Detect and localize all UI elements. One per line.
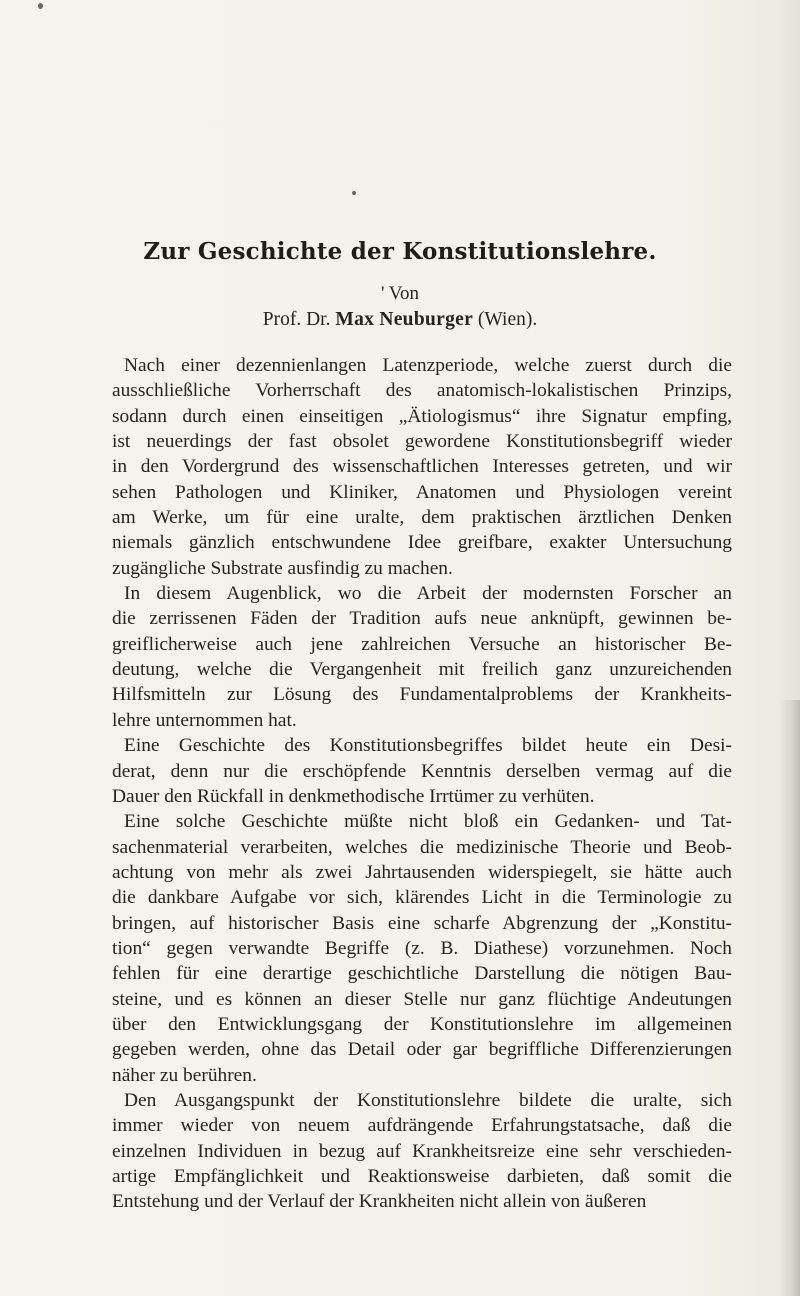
text-line: zugängliche Substrate ausfindig zu machen. (112, 557, 453, 579)
paragraph (112, 353, 732, 581)
text-line: ist neuerdings der fast obsolet gewordene Konstitutionsbegriff wieder (112, 431, 732, 453)
text-line: in den Vordergrund des wissenschaftlichen Interesses getreten, und wir (112, 456, 732, 478)
paragraph (112, 733, 732, 809)
paragraph (112, 1088, 732, 1215)
text-line: sehen Pathologen und Kliniker, Anatomen und Physiologen vereint (112, 481, 732, 503)
text-line: Eine solche Geschichte müßte nicht bloß ein Gedanken- und Tat- (124, 811, 732, 833)
text-line: einzelnen Individuen in bezug auf Krankheitsreize eine sehr verschieden- (112, 1140, 732, 1162)
article-body (112, 353, 732, 1215)
text-line: bringen, auf historischer Basis eine scharfe Abgrenzung der „Konstitu- (112, 912, 732, 934)
text-line: tion“ gegen verwandte Begriffe (z. B. Diathese) vorzunehmen. Noch (112, 937, 732, 959)
scan-speck (352, 191, 356, 195)
text-line: näher zu berühren. (112, 1064, 257, 1086)
text-line: Hilfsmitteln zur Lösung des Fundamentalproblems der Krankheits- (112, 684, 732, 706)
text-line: Nach einer dezennienlangen Latenzperiode, welche zuerst durch die (124, 355, 732, 376)
text-line: Entstehung und der Verlauf der Krankheiten nicht allein von äußeren (112, 1191, 647, 1213)
text-line: immer wieder von neuem aufdrängende Erfahrungstatsache, daß die (112, 1115, 732, 1137)
text-line: steine, und es können an dieser Stelle nur ganz flüchtige Andeutungen (112, 988, 732, 1010)
paragraph (112, 581, 732, 733)
author-name: Max Neuburger (335, 309, 474, 330)
text-line: gegeben werden, ohne das Detail oder gar begriffliche Differenzierungen (112, 1039, 732, 1061)
text-line: ausschließliche Vorherrschaft des anatomisch-lokalistischen Prinzips, (112, 380, 732, 402)
text-line: Eine Geschichte des Konstitutionsbegriffes bildet heute ein Desi- (124, 735, 732, 757)
text-line: die dankbare Aufgabe vor sich, klärendes Licht in die Terminologie zu (112, 887, 732, 909)
page-edge-shadow (778, 700, 800, 1296)
text-line: In diesem Augenblick, wo die Arbeit der modernsten Forscher an (124, 583, 732, 605)
text-line: fehlen für eine derartige geschichtliche Darstellung die nötigen Bau- (112, 963, 732, 985)
article-title: Zur Geschichte der Konstitutionslehre. (143, 238, 657, 265)
scan-speck (38, 3, 43, 9)
text-line: lehre unternommen hat. (112, 709, 297, 731)
text-line: über den Entwicklungsgang der Konstitutionslehre im allgemeinen (112, 1013, 732, 1035)
text-line: derat, denn nur die erschöpfende Kenntnis derselben vermag auf die (112, 760, 732, 782)
text-line: sachenmaterial verarbeiten, welches die medizinische Theorie und Beob- (112, 836, 732, 858)
text-line: deutung, welche die Vergangenheit mit freilich ganz unzureichenden (112, 659, 732, 681)
author-affiliation: (Wien). (477, 309, 538, 330)
text-line: die zerrissenen Fäden der Tradition aufs neue anknüpft, gewinnen be- (112, 608, 732, 630)
paragraph (112, 809, 732, 1088)
text-line: Den Ausgangspunkt der Konstitutionslehre bildete die uralte, sich (124, 1089, 732, 1111)
byline-author (0, 309, 800, 331)
text-line: niemals gänzlich entschwundene Idee greifbare, exakter Untersuchung (112, 532, 732, 554)
text-line: achtung von mehr als zwei Jahrtausenden widerspiegelt, sie hätte auch (112, 861, 732, 883)
text-line: sodann durch einen einseitigen „Ätiologismus“ ihre Signatur empfing, (112, 405, 732, 427)
text-line: am Werke, um für eine uralte, dem praktischen ärztlichen Denken (112, 507, 732, 529)
text-line: Dauer den Rückfall in denkmethodische Irrtümer zu verhüten. (112, 785, 595, 807)
byline-von: ' Von (380, 283, 420, 304)
text-line: greiflicherweise auch jene zahlreichen Versuche an historischer Be- (112, 633, 732, 655)
text-line: artige Empfänglichkeit und Reaktionsweise darbieten, daß somit die (112, 1166, 732, 1187)
author-prefix: Prof. Dr. (262, 309, 331, 330)
